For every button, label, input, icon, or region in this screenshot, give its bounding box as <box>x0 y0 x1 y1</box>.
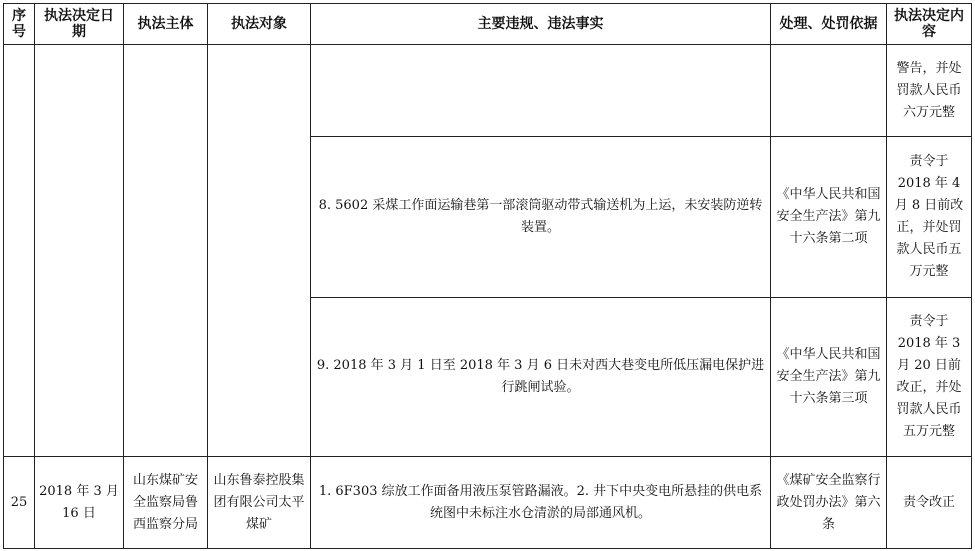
header-row <box>4 4 972 45</box>
facts-cell: 8. 5602 采煤工作面运输巷第一部滚筒驱动带式输送机为上运，未安装防逆转装置。 <box>311 137 771 298</box>
seq-cell-empty <box>4 45 35 457</box>
subject-cell: 山东煤矿安全监察局鲁西监察分局 <box>124 457 208 549</box>
content-cell: 警告，并处罚款人民币六万元整 <box>887 45 972 137</box>
header-subject: 执法主体 <box>124 4 208 45</box>
content-cell: 责令于 2018 年 4 月 8 日前改正，并处罚款人民币五万元整 <box>887 137 972 298</box>
seq-cell: 25 <box>4 457 35 549</box>
facts-cell <box>311 45 771 137</box>
content-cell: 责令于 2018 年 3 月 20 日前改正，并处罚款人民币五万元整 <box>887 298 972 457</box>
basis-cell: 《煤矿安全监察行政处罚办法》第六条 <box>771 457 887 549</box>
table-row <box>4 457 972 549</box>
date-cell: 2018 年 3 月 16 日 <box>35 457 124 549</box>
facts-cell: 1. 6F303 综放工作面备用液压泵管路漏液。2. 井下中央变电所悬挂的供电系统图中未标注水仓清淤的局部通风机。 <box>311 457 771 549</box>
facts-cell: 9. 2018 年 3 月 1 日至 2018 年 3 月 6 日未对西大巷变电所低压漏电保护进行跳闸试验。 <box>311 298 771 457</box>
header-facts: 主要违规、违法事实 <box>311 4 771 45</box>
basis-cell: 《中华人民共和国安全生产法》第九十六条第二项 <box>771 137 887 298</box>
subject-cell-empty <box>124 45 208 457</box>
header-basis: 处理、处罚依据 <box>771 4 887 45</box>
header-target: 执法对象 <box>208 4 311 45</box>
header-date: 执法决定日期 <box>35 4 124 45</box>
date-cell-empty <box>35 45 124 457</box>
target-cell-empty <box>208 45 311 457</box>
header-seq: 序号 <box>4 4 35 45</box>
basis-cell <box>771 45 887 137</box>
header-content: 执法决定内容 <box>887 4 972 45</box>
basis-cell: 《中华人民共和国安全生产法》第九十六条第三项 <box>771 298 887 457</box>
target-cell: 山东鲁泰控股集团有限公司太平煤矿 <box>208 457 311 549</box>
content-cell: 责令改正 <box>887 457 972 549</box>
enforcement-table <box>3 3 972 549</box>
table-row <box>4 45 972 137</box>
